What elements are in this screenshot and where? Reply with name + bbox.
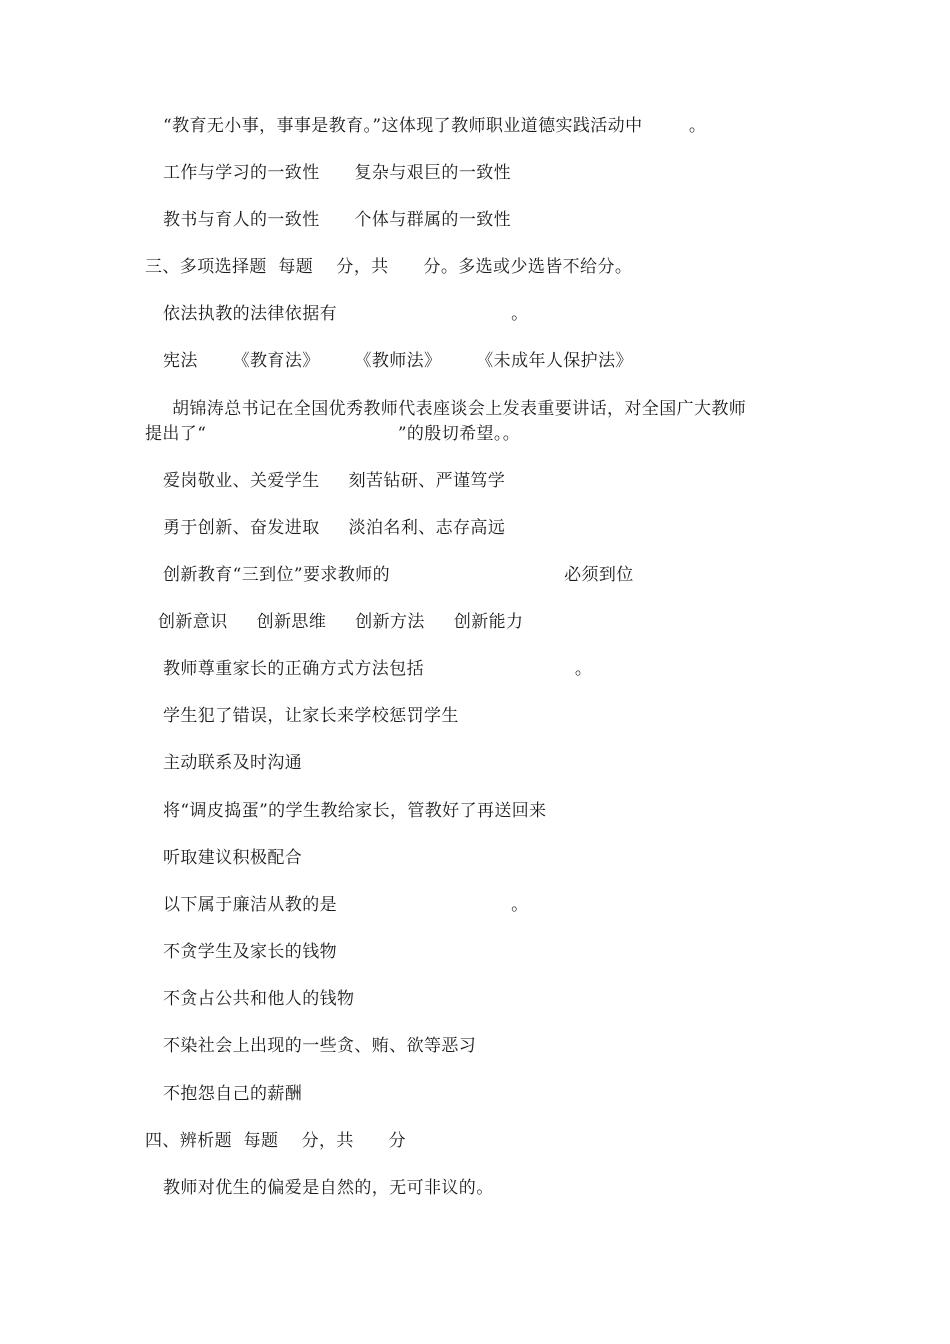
option-row: 创新意识 创新思维 创新方法 创新能力 — [158, 612, 524, 632]
option-item: 不抱怨自己的薪酬 — [163, 1084, 303, 1104]
option-item: 不染社会上出现的一些贪、贿、欲等恶习 — [163, 1036, 477, 1056]
option-item: 学生犯了错误，让家长来学校惩罚学生 — [163, 706, 459, 726]
option-item: 主动联系及时沟通 — [163, 753, 303, 773]
option-row: 教书与育人的一致性 个体与群属的一致性 — [163, 210, 512, 230]
option-item: 听取建议积极配合 — [163, 848, 303, 868]
question-text: 依法执教的法律依据有 。 — [163, 304, 529, 324]
question-text: 教师尊重家长的正确方式方法包括 。 — [163, 659, 593, 679]
section-heading: 四、辨析题 每题 分，共 分 — [145, 1131, 407, 1151]
question-text: 创新教育“三到位”要求教师的 必须到位 — [163, 565, 634, 585]
option-item: 不贪学生及家长的钱物 — [163, 942, 337, 962]
option-row: 工作与学习的一致性 复杂与艰巨的一致性 — [163, 163, 512, 183]
question-text: 胡锦涛总书记在全国优秀教师代表座谈会上发表重要讲话，对全国广大教师 — [172, 399, 747, 419]
question-text: 教师对优生的偏爱是自然的，无可非议的。 — [163, 1178, 494, 1198]
option-item: 不贪占公共和他人的钱物 — [163, 989, 355, 1009]
option-item: 将“调皮捣蛋”的学生教给家长，管教好了再送回来 — [163, 801, 547, 821]
question-text: “教育无小事，事事是教育。”这体现了教师职业道德实践活动中 。 — [163, 116, 707, 136]
question-text: 以下属于廉洁从教的是 。 — [163, 895, 529, 915]
option-row: 勇于创新、奋发进取 淡泊名利、志存高远 — [163, 518, 506, 538]
question-text-continued: 提出了“ ”的殷切希望。。 — [145, 424, 521, 444]
section-heading: 三、多项选择题 每题 分，共 分。多选或少选皆不给分。 — [145, 257, 633, 277]
option-row: 爱岗敬业、关爱学生 刻苦钻研、严谨笃学 — [163, 471, 506, 491]
option-row: 宪法 《教育法》 《教师法》 《未成年人保护法》 — [163, 351, 633, 371]
